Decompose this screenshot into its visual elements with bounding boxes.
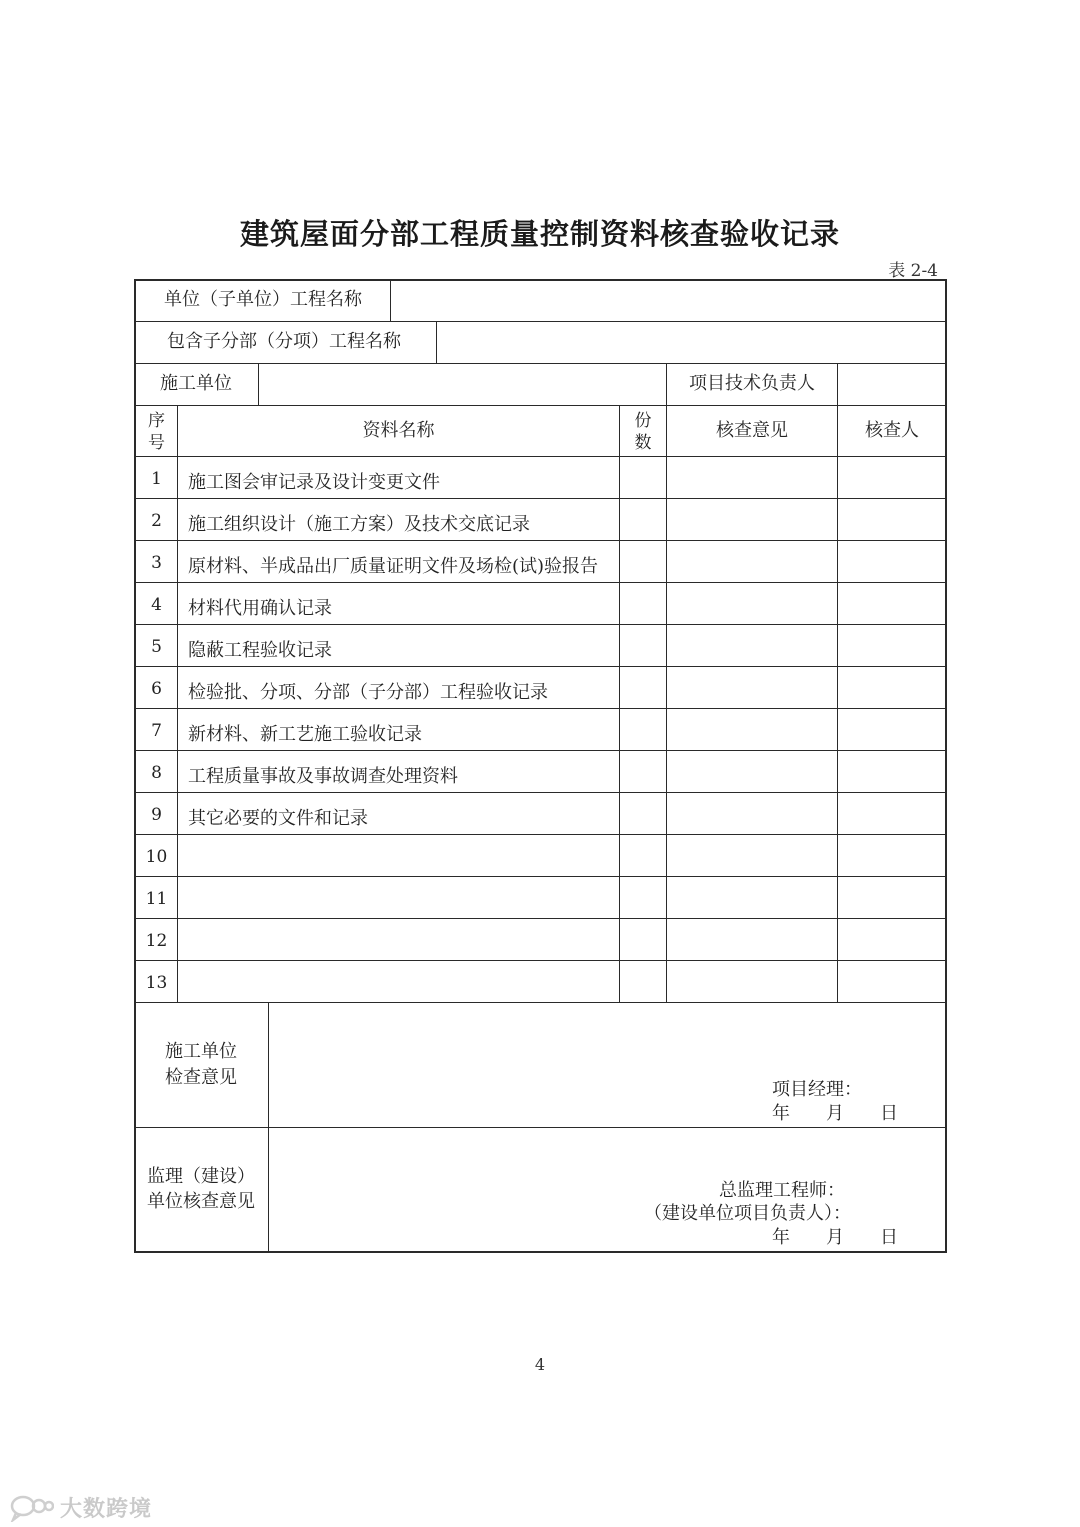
rule	[134, 540, 947, 541]
row-number: 8	[151, 763, 162, 783]
row-number: 9	[151, 805, 162, 825]
rule	[134, 792, 947, 793]
rule	[619, 405, 620, 1002]
rule	[134, 405, 947, 406]
row-number: 12	[145, 931, 168, 951]
row-document-name: 检验批、分项、分部（子分部）工程验收记录	[188, 682, 548, 703]
rule	[134, 363, 947, 364]
rule	[134, 960, 947, 961]
watermark-text: 大数跨境	[60, 1497, 153, 1522]
construction-unit-label: 施工单位	[160, 373, 232, 394]
rule	[390, 279, 391, 321]
col-copies-label: 份数	[634, 411, 652, 453]
construction-check-label: 检查意见	[165, 1067, 237, 1088]
rule	[268, 1002, 269, 1253]
date-line: 年 月 日	[772, 1227, 898, 1248]
col-opinion-header: 核查意见	[716, 420, 788, 441]
row-document-name: 隐蔽工程验收记录	[188, 640, 332, 661]
chat-bubble-logo-icon	[10, 1494, 54, 1522]
col-copies-header	[620, 410, 666, 454]
rule	[134, 498, 947, 499]
row-document-name: 原材料、半成品出厂质量证明文件及场检(试)验报告	[188, 556, 599, 577]
unit-project-name-label: 单位（子单位）工程名称	[164, 289, 362, 310]
date-line: 年 月 日	[772, 1103, 898, 1124]
row-number: 4	[151, 595, 162, 615]
rule	[134, 321, 947, 322]
row-number: 7	[151, 721, 162, 741]
rule	[666, 363, 667, 1002]
rule	[134, 708, 947, 709]
rule	[134, 834, 947, 835]
supervision-check-label: 监理（建设）	[147, 1166, 255, 1187]
row-document-name: 施工组织设计（施工方案）及技术交底记录	[188, 514, 530, 535]
rule	[134, 750, 947, 751]
owner-lead-signature-label: （建设单位项目负责人）：	[644, 1203, 851, 1224]
col-seq-label: 序号	[148, 411, 165, 453]
rule	[134, 624, 947, 625]
row-document-name: 工程质量事故及事故调查处理资料	[188, 766, 458, 787]
row-document-name: 新材料、新工艺施工验收记录	[188, 724, 422, 745]
rule	[134, 918, 947, 919]
rule	[134, 456, 947, 457]
row-document-name: 材料代用确认记录	[188, 598, 332, 619]
row-number: 3	[151, 553, 162, 573]
row-number: 5	[151, 637, 162, 657]
rule	[134, 582, 947, 583]
watermark	[10, 1492, 152, 1523]
chief-engineer-signature-label: 总监理工程师：	[719, 1180, 845, 1201]
tech-lead-label: 项目技术负责人	[689, 373, 815, 394]
row-number: 11	[145, 889, 168, 909]
supervision-check-label: 单位核查意见	[147, 1191, 255, 1212]
project-manager-signature-label: 项目经理：	[772, 1079, 862, 1100]
rule	[134, 876, 947, 877]
row-document-name: 施工图会审记录及设计变更文件	[188, 472, 440, 493]
table-number: 表 2-4	[888, 261, 938, 281]
row-number: 6	[151, 679, 162, 699]
construction-check-label: 施工单位	[165, 1041, 237, 1062]
row-number: 2	[151, 511, 162, 531]
row-number: 1	[151, 469, 162, 489]
page-number: 4	[534, 1355, 546, 1374]
sub-division-name-label: 包含子分部（分项）工程名称	[167, 331, 401, 352]
rule	[436, 321, 437, 363]
col-name-header: 资料名称	[362, 420, 435, 441]
row-number: 10	[145, 847, 168, 867]
col-seq-header	[135, 410, 178, 454]
rule	[258, 363, 259, 405]
rule	[134, 666, 947, 667]
rule	[837, 363, 838, 1002]
col-checker-header: 核查人	[865, 420, 919, 441]
rule	[177, 405, 178, 1002]
rule	[134, 1127, 947, 1128]
row-number: 13	[145, 973, 168, 993]
rule	[134, 1002, 947, 1003]
document-title: 建筑屋面分部工程质量控制资料核查验收记录	[239, 217, 840, 251]
row-document-name: 其它必要的文件和记录	[188, 808, 368, 829]
